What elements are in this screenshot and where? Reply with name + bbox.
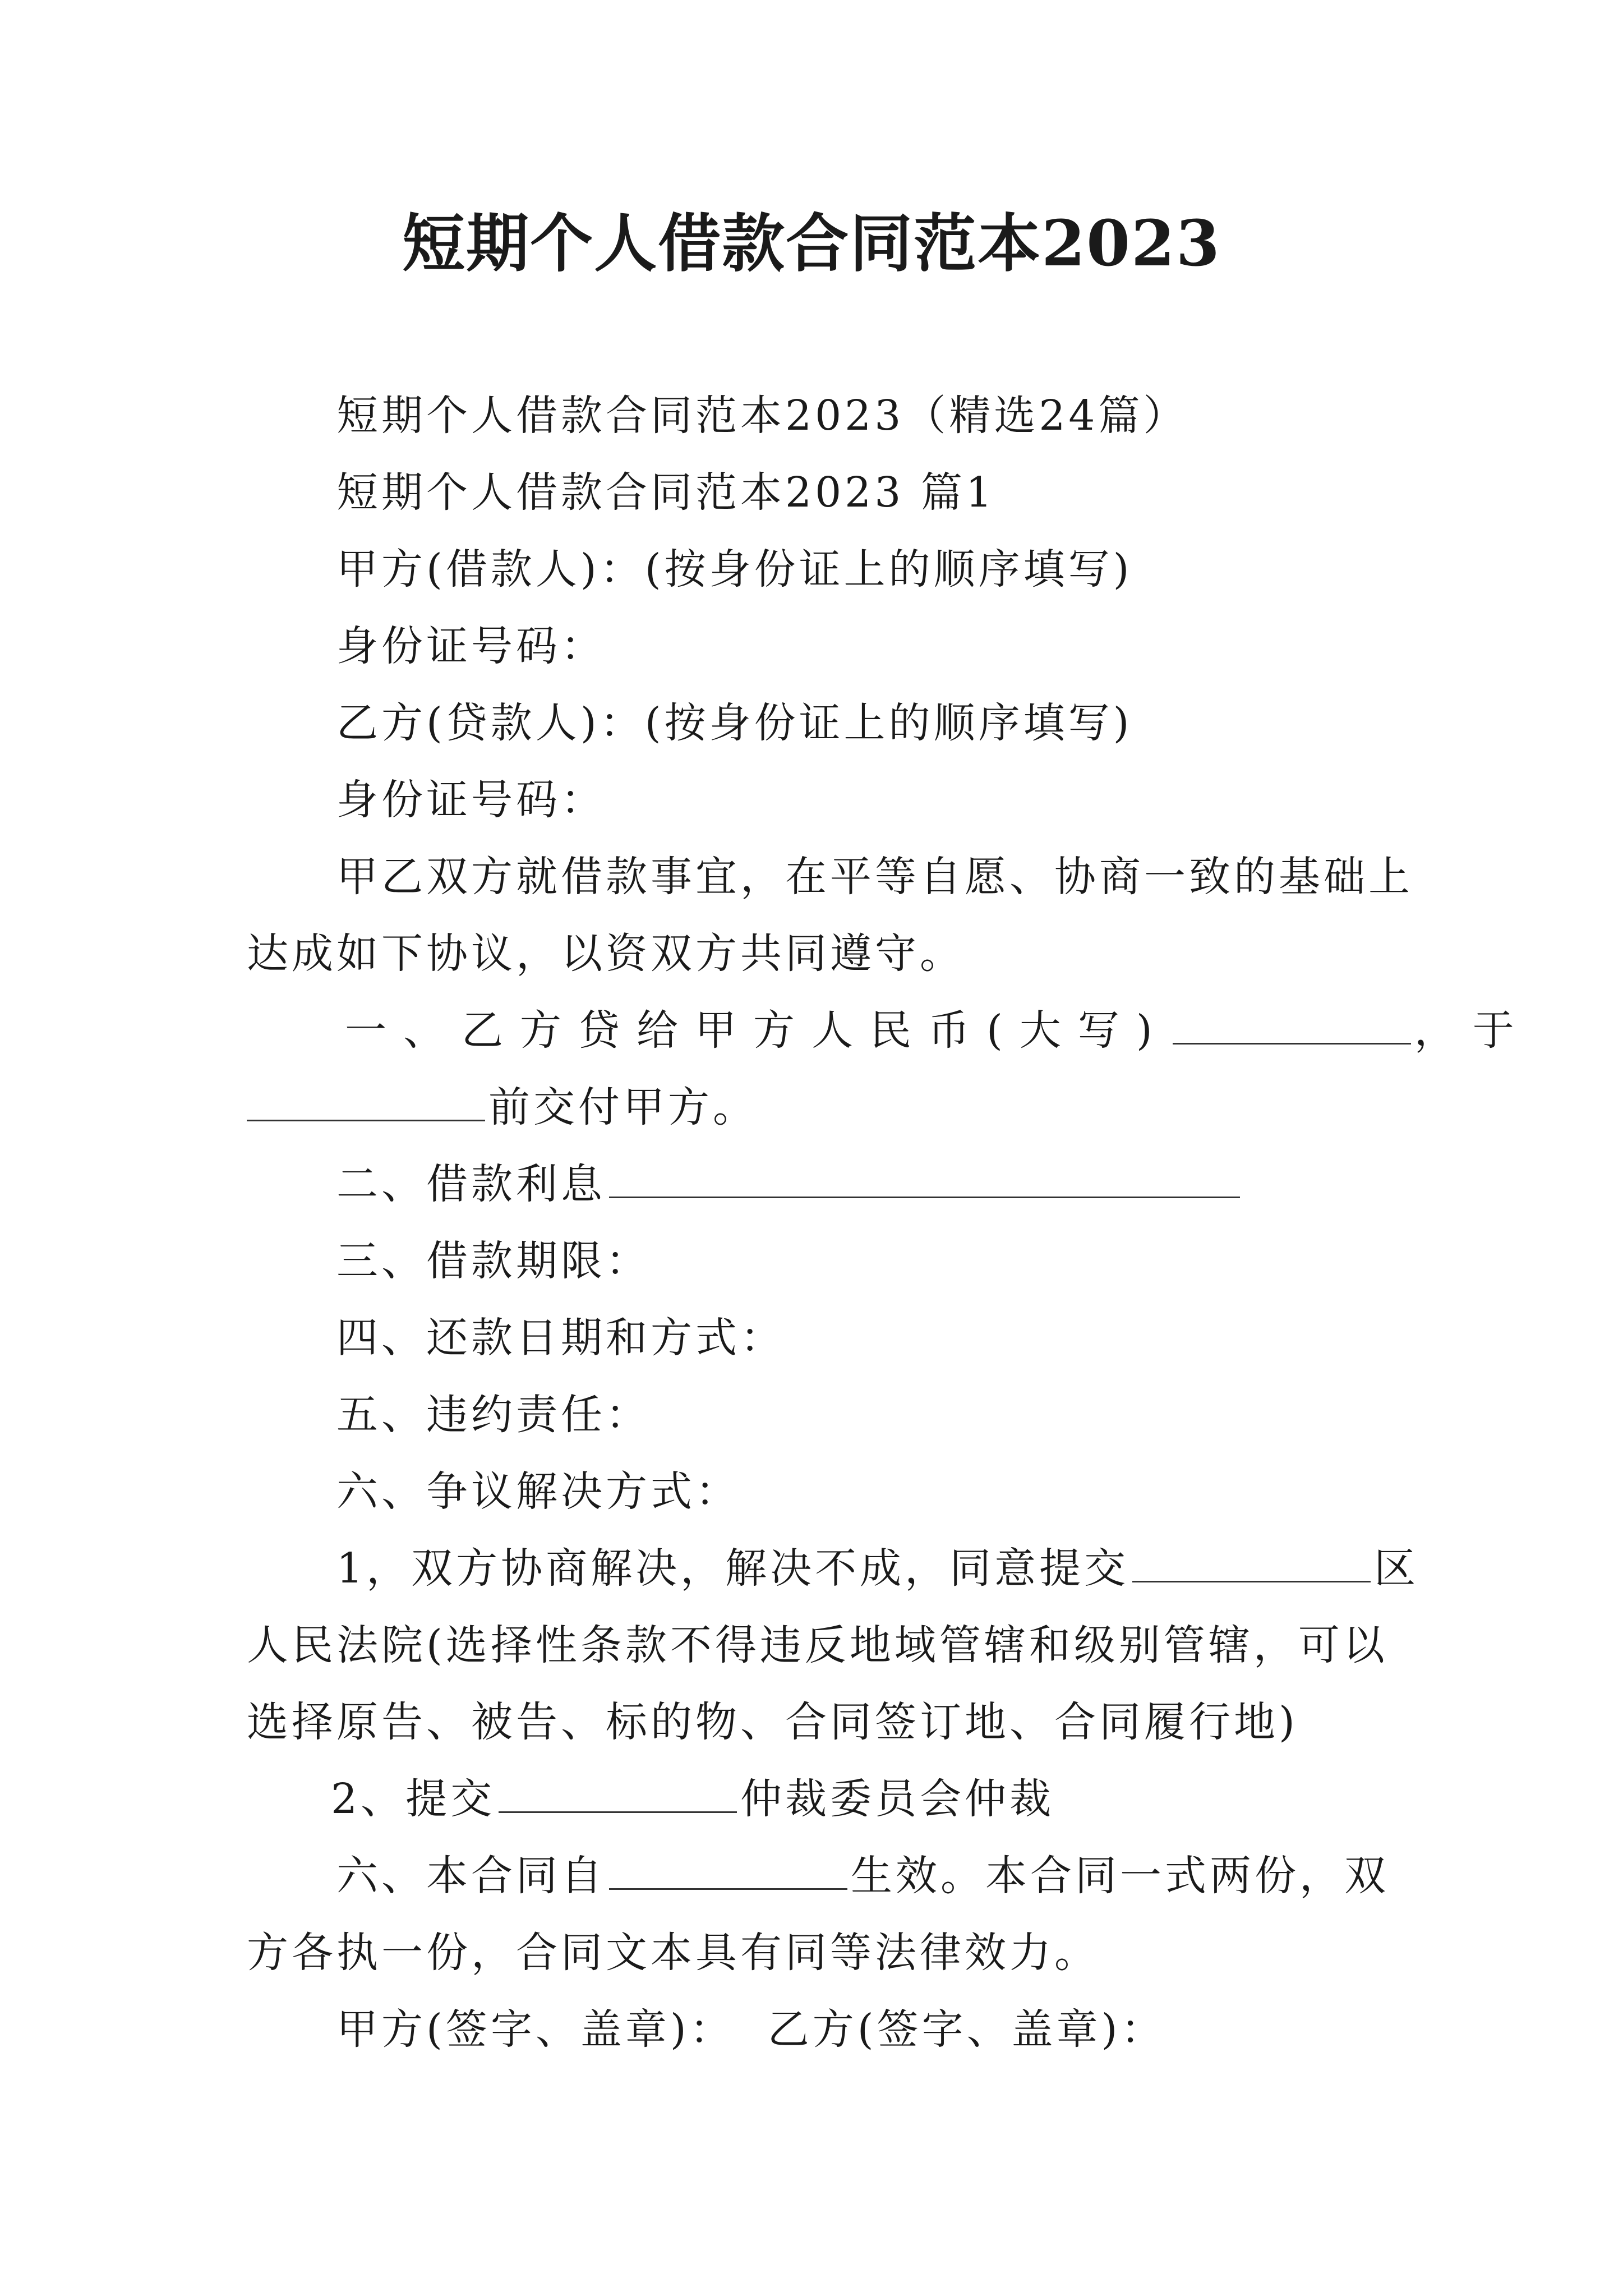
- interest-blank: [609, 1155, 1240, 1198]
- party-a-id-line: 身份证号码：: [336, 622, 606, 670]
- dispute-item-2-end: 仲裁委员会仲裁: [740, 1775, 1055, 1823]
- intro-paragraph-line2: 达成如下协议，以资双方共同遵守。: [247, 930, 965, 978]
- party-a-line: 甲方(借款人)：(按身份证上的顺序填写): [336, 545, 1133, 593]
- party-b-line: 乙方(贷款人)：(按身份证上的顺序填写): [336, 699, 1133, 747]
- clause-4-line: 四、还款日期和方式：: [336, 1314, 785, 1362]
- section-heading: 短期个人借款合同范本2023 篇1: [336, 468, 995, 517]
- dispute-item-1-line3: 选择原告、被告、标的物、合同签订地、合同履行地): [247, 1698, 1298, 1746]
- court-blank: [1132, 1539, 1371, 1582]
- effect-clause-line1: [336, 1845, 1389, 1907]
- date-blank: [247, 1078, 485, 1121]
- signature-line: 甲方(签字、盖章)： 乙方(签字、盖章)：: [336, 2005, 1166, 2054]
- effect-clause-line2: 方各执一份，合同文本具有同等法律效力。: [247, 1929, 1099, 1977]
- clause-2-text: 二、借款利息: [336, 1160, 606, 1208]
- clause-1-conj: ，于: [1414, 1006, 1531, 1055]
- clause-5-line: 五、违约责任：: [336, 1391, 651, 1439]
- party-b-id-line: 身份证号码：: [336, 776, 606, 824]
- clause-6-line: 六、争议解决方式：: [336, 1467, 740, 1516]
- dispute-item-2-line: [331, 1768, 1054, 1830]
- effective-date-blank: [609, 1847, 847, 1890]
- dispute-item-1-line2: 人民法院(选择性条款不得违反地域管辖和级别管辖，可以: [247, 1621, 1388, 1669]
- amount-blank: [1173, 1001, 1411, 1045]
- clause-1-text: 一、乙方贷给甲方人民币(大写): [345, 1006, 1169, 1055]
- dispute-item-1-line1: [336, 1538, 1419, 1599]
- clause-3-line: 三、借款期限：: [336, 1237, 651, 1285]
- clause-1-end: 前交付甲方。: [488, 1083, 758, 1131]
- clause-2-line: [336, 1153, 1243, 1215]
- dispute-item-1-district: 区: [1374, 1544, 1419, 1593]
- dispute-item-2-text: 2、提交: [331, 1775, 496, 1823]
- dispute-item-1-text: 1，双方协商解决，解决不成，同意提交: [336, 1544, 1129, 1593]
- document-title: 短期个人借款合同范本2023: [402, 207, 1221, 280]
- document-subtitle: 短期个人借款合同范本2023（精选24篇）: [336, 392, 1188, 440]
- intro-paragraph-line1: 甲乙双方就借款事宜，在平等自愿、协商一致的基础上: [336, 853, 1413, 901]
- effect-clause-text: 六、本合同自: [336, 1852, 606, 1900]
- clause-1-line1: [345, 1000, 1531, 1061]
- clause-1-line2: [247, 1076, 758, 1138]
- arbitration-blank: [499, 1770, 737, 1813]
- effect-clause-rest: 生效。本合同一式两份，双: [851, 1852, 1389, 1900]
